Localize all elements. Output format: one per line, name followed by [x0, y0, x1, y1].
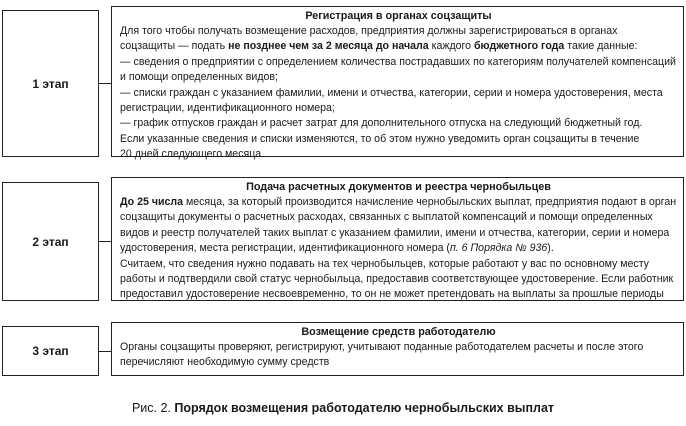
stage-2-text: [120, 195, 677, 303]
stage-3-connector: [99, 351, 111, 352]
stage-1-connector: [99, 83, 111, 84]
text-run: видов и реестр получателей таких выплат с указанием фамилии, имени и отчества, категории, серии и номера: [120, 226, 670, 239]
stage-2-line: [120, 226, 677, 241]
text-run: такие данные:: [564, 40, 638, 53]
text-run: бюджетного года: [474, 40, 565, 53]
stage-3-line: [120, 355, 677, 370]
text-run: соцзащиты — подать: [120, 40, 229, 53]
stage-3-title: Возмещение средств работодателю: [301, 326, 496, 338]
text-run: предоставил удостоверение несвоевременно, то он не может претендовать на выплаты за прошлые периоды: [120, 288, 664, 301]
text-run: — сведения о предприятии с определением количества пострадавших по категориям получателей компенсаций: [120, 55, 676, 68]
text-run: работы и подтвердили свой статус чернобыльца, предоставив соответствующее удостоверение. Если работник: [120, 273, 674, 286]
stage-1-text: [120, 24, 677, 163]
stage-2-label: [2, 182, 99, 301]
stage-1-line: [120, 116, 677, 131]
stage-3-label: [2, 326, 99, 376]
text-run: — списки граждан с указанием фамилии, имени и отчества, категории, серии и номера удостоверения, места: [120, 86, 663, 99]
stage-2-line: [120, 195, 677, 210]
stage-3-text: [120, 340, 677, 371]
stage-2-box: [111, 177, 684, 301]
stage-2-connector: [99, 241, 111, 242]
text-run: — график отпусков граждан и расчет затрат для дополнительного отпуска на следующий бюджетный год.: [120, 117, 643, 130]
text-run: перечисляют необходимую сумму средств: [120, 356, 330, 369]
text-run: месяца, за который производится начисление чернобыльских выплат, предприятия подают в орган: [183, 196, 677, 208]
stage-1-title: Регистрация в органах соцзащиты: [305, 10, 492, 22]
stage-1-line: [120, 55, 677, 70]
text-run: соцзащиты документы о расчетных расходах, связанных с выплатой компенсаций и помощи определенных: [120, 211, 653, 224]
text-run: До 25 числа: [120, 196, 183, 208]
text-run: ).: [547, 242, 554, 255]
stage-2-line: [120, 210, 677, 225]
text-run: 20 дней следующего месяца: [120, 148, 262, 161]
stage-2-label-text: 2 этап: [32, 234, 69, 249]
stage-2-line: [120, 241, 677, 256]
text-run: и помощи определенных видов;: [120, 71, 278, 84]
stage-2-line: [120, 287, 677, 302]
stage-1-line: [120, 147, 677, 162]
stage-2-title: Подача расчетных документов и реестра чернобыльцев: [246, 181, 551, 193]
text-run: п. 6 Порядка № 936: [449, 242, 548, 255]
stage-1-line: [120, 24, 677, 39]
text-run: Считаем, что сведения нужно подавать на тех чернобыльцев, которые работают у вас по основному месту: [120, 257, 649, 270]
text-run: Для того чтобы получать возмещение расходов, предприятия должны зарегистрироваться в органах: [120, 25, 618, 37]
text-run: удостоверения, места регистрации, идентификационного номера (: [120, 242, 450, 255]
caption-prefix: Рис. 2.: [131, 401, 175, 415]
figure-caption: [0, 401, 686, 415]
stage-1-line: [120, 132, 677, 147]
text-run: каждого: [428, 40, 475, 53]
stage-3-box: [111, 322, 684, 376]
stage-1-box: [111, 6, 684, 161]
stage-2-line: [120, 272, 677, 287]
stage-3-label-text: 3 этап: [32, 344, 69, 358]
text-run: Если указанные сведения и списки изменяются, то об этом нужно уведомить орган соцзащиты в течение: [120, 132, 640, 145]
stage-1-line: [120, 39, 677, 54]
stage-1-line: [120, 101, 677, 116]
text-run: не позднее чем за 2 месяца до начала: [228, 40, 429, 53]
stage-1-line: [120, 70, 677, 85]
stage-3-line: [120, 340, 677, 355]
stage-1-label-text: 1 этап: [32, 76, 69, 91]
stage-2-line: [120, 257, 677, 272]
caption-title: Порядок возмещения работодателю чернобыльских выплат: [174, 401, 555, 415]
stage-1-line: [120, 86, 677, 101]
stage-1-label: [2, 10, 99, 157]
text-run: Органы соцзащиты проверяют, регистрируют, учитывают поданные работодателем расчеты и после этого: [120, 341, 644, 353]
text-run: регистрации, идентификационного номера;: [120, 102, 335, 115]
